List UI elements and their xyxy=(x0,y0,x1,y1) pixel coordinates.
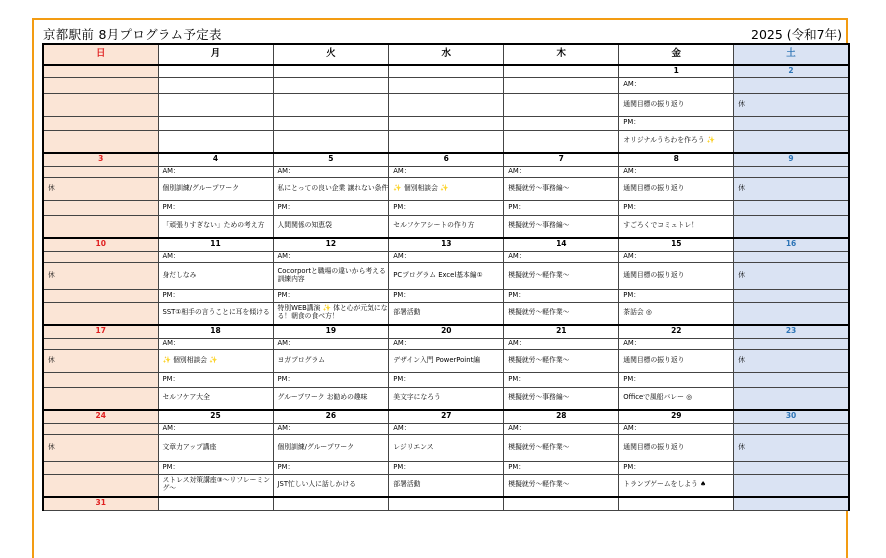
date-cell: 20 xyxy=(389,325,504,338)
week-date-row xyxy=(43,153,849,166)
am-event-cell xyxy=(389,93,504,116)
am-label xyxy=(504,77,619,93)
am-event-cell xyxy=(273,93,389,116)
am-label: AM： xyxy=(504,338,619,349)
am-label: AM： xyxy=(389,166,504,177)
am-event-cell: 休 xyxy=(43,177,158,200)
am-label: AM： xyxy=(619,423,734,434)
am-event-cell: Cocorportと職場の違いから考える訓練内容 xyxy=(273,262,389,289)
date-cell: 16 xyxy=(734,238,849,251)
pm-event-cell: SST①相手の言うことに耳を傾ける xyxy=(158,302,273,325)
am-event-cell: 個別訓練/グループワーク xyxy=(273,434,389,461)
pm-label: PM： xyxy=(619,289,734,302)
page-title: 京都駅前 8月プログラム予定表 xyxy=(43,27,222,42)
pm-event-cell xyxy=(43,474,158,497)
am-event-row xyxy=(43,177,849,200)
date-cell xyxy=(389,65,504,77)
am-label: AM： xyxy=(389,338,504,349)
pm-label xyxy=(734,461,849,474)
am-label: AM： xyxy=(158,338,273,349)
am-label: AM： xyxy=(619,338,734,349)
pm-event-cell: 模擬就労～事務編～ xyxy=(504,215,619,238)
pm-event-row xyxy=(43,302,849,325)
pm-label: PM： xyxy=(389,372,504,387)
pm-label: PM： xyxy=(158,461,273,474)
date-cell: 15 xyxy=(619,238,734,251)
am-label xyxy=(43,77,158,93)
am-event-cell: 文章力アップ講座 xyxy=(158,434,273,461)
date-cell xyxy=(273,65,389,77)
weekday-header-row xyxy=(43,44,849,65)
pm-event-cell xyxy=(43,130,158,153)
pm-event-cell: ストレス対策講座③～リフレーミング～ xyxy=(158,474,273,497)
pm-label-row xyxy=(43,200,849,215)
pm-event-cell: グループワーク お勧めの趣味 xyxy=(273,387,389,410)
pm-label xyxy=(158,116,273,130)
pm-event-cell: 模擬就労～事務編～ xyxy=(504,387,619,410)
pm-label xyxy=(734,116,849,130)
pm-label: PM： xyxy=(619,116,734,130)
pm-label-row xyxy=(43,372,849,387)
pm-label xyxy=(43,372,158,387)
date-cell: 6 xyxy=(389,153,504,166)
am-label xyxy=(734,166,849,177)
pm-event-cell: 「頑張りすぎない」ための考え方 xyxy=(158,215,273,238)
pm-event-cell xyxy=(273,130,389,153)
pm-label: PM： xyxy=(273,200,389,215)
weekday-header: 日 xyxy=(43,44,158,65)
weekday-header: 水 xyxy=(389,44,504,65)
am-label xyxy=(43,251,158,262)
am-event-cell: 模擬就労～軽作業～ xyxy=(504,434,619,461)
pm-event-cell: 模擬就労～軽作業～ xyxy=(504,302,619,325)
schedule-table xyxy=(42,43,850,511)
date-cell: 8 xyxy=(619,153,734,166)
pm-label xyxy=(43,461,158,474)
am-event-cell: PCプログラム Excel基本編① xyxy=(389,262,504,289)
pm-event-cell: セルフケアシートの作り方 xyxy=(389,215,504,238)
week-date-row xyxy=(43,238,849,251)
am-event-cell: ヨガプログラム xyxy=(273,349,389,372)
date-cell: 30 xyxy=(734,410,849,423)
am-event-cell: 通関目標の振り返り xyxy=(619,177,734,200)
pm-label xyxy=(734,372,849,387)
am-event-cell: 通関目標の振り返り xyxy=(619,262,734,289)
date-cell: 17 xyxy=(43,325,158,338)
pm-event-cell: Officeで風船バレー ◎ xyxy=(619,387,734,410)
pm-label-row xyxy=(43,116,849,130)
am-label: AM： xyxy=(273,251,389,262)
am-event-cell: デザイン入門 PowerPoint編 xyxy=(389,349,504,372)
date-cell: 14 xyxy=(504,238,619,251)
am-event-cell: 休 xyxy=(734,434,849,461)
pm-label: PM： xyxy=(504,289,619,302)
date-cell: 23 xyxy=(734,325,849,338)
pm-label: PM： xyxy=(158,372,273,387)
pm-label xyxy=(43,200,158,215)
am-label: AM： xyxy=(504,423,619,434)
pm-label: PM： xyxy=(389,200,504,215)
am-event-cell: 休 xyxy=(43,349,158,372)
am-label: AM： xyxy=(619,251,734,262)
pm-event-cell xyxy=(504,130,619,153)
am-label xyxy=(158,77,273,93)
am-label xyxy=(43,166,158,177)
pm-event-cell xyxy=(43,387,158,410)
date-cell xyxy=(158,497,273,510)
am-event-cell: レジリエンス xyxy=(389,434,504,461)
pm-label: PM： xyxy=(389,289,504,302)
am-event-cell: ✨ 個別相談会 ✨ xyxy=(158,349,273,372)
am-label-row xyxy=(43,77,849,93)
date-cell: 26 xyxy=(273,410,389,423)
pm-label: PM： xyxy=(504,461,619,474)
date-cell: 3 xyxy=(43,153,158,166)
am-label xyxy=(389,77,504,93)
pm-label-row xyxy=(43,289,849,302)
date-cell: 29 xyxy=(619,410,734,423)
am-label: AM： xyxy=(389,423,504,434)
date-cell xyxy=(273,497,389,510)
am-label-row xyxy=(43,166,849,177)
am-event-row xyxy=(43,93,849,116)
weekday-header: 月 xyxy=(158,44,273,65)
am-event-row xyxy=(43,262,849,289)
date-cell: 28 xyxy=(504,410,619,423)
week-date-row xyxy=(43,497,849,510)
pm-event-row xyxy=(43,215,849,238)
date-cell xyxy=(504,497,619,510)
pm-event-cell xyxy=(734,215,849,238)
am-label-row xyxy=(43,423,849,434)
weekday-header: 火 xyxy=(273,44,389,65)
date-cell: 10 xyxy=(43,238,158,251)
week-date-row xyxy=(43,325,849,338)
am-event-row xyxy=(43,349,849,372)
am-label: AM： xyxy=(273,338,389,349)
am-event-cell: 模擬就労～軽作業～ xyxy=(504,349,619,372)
date-cell: 13 xyxy=(389,238,504,251)
date-cell xyxy=(504,65,619,77)
am-event-cell: 模擬就労～事務編～ xyxy=(504,177,619,200)
date-cell: 4 xyxy=(158,153,273,166)
am-event-cell: 通関目標の振り返り xyxy=(619,434,734,461)
pm-label xyxy=(734,200,849,215)
am-label xyxy=(734,423,849,434)
date-cell xyxy=(158,65,273,77)
pm-label xyxy=(273,116,389,130)
am-label: AM： xyxy=(619,166,734,177)
am-event-cell xyxy=(158,93,273,116)
pm-event-cell xyxy=(43,215,158,238)
pm-event-cell: すごろくでコミュトレ！ xyxy=(619,215,734,238)
am-event-cell: 休 xyxy=(734,262,849,289)
date-cell xyxy=(43,65,158,77)
pm-label: PM： xyxy=(619,461,734,474)
am-label-row xyxy=(43,338,849,349)
date-cell: 12 xyxy=(273,238,389,251)
am-event-cell: 身だしなみ xyxy=(158,262,273,289)
am-label: AM： xyxy=(158,423,273,434)
date-cell: 25 xyxy=(158,410,273,423)
weekday-header: 金 xyxy=(619,44,734,65)
am-event-cell: ✨ 個別相談会 ✨ xyxy=(389,177,504,200)
date-cell: 22 xyxy=(619,325,734,338)
date-cell: 24 xyxy=(43,410,158,423)
am-event-cell: 個別訓練/グループワーク xyxy=(158,177,273,200)
am-label xyxy=(43,423,158,434)
pm-event-cell: 部署活動 xyxy=(389,302,504,325)
date-cell: 7 xyxy=(504,153,619,166)
pm-event-cell: 模擬就労～軽作業～ xyxy=(504,474,619,497)
pm-label: PM： xyxy=(619,200,734,215)
pm-label: PM： xyxy=(273,372,389,387)
am-label: AM： xyxy=(273,423,389,434)
am-event-cell: 私にとっての良い企業 譲れない条件 xyxy=(273,177,389,200)
am-label: AM： xyxy=(504,251,619,262)
pm-event-cell: JST忙しい人に話しかける xyxy=(273,474,389,497)
year-label: 2025 (令和7年) xyxy=(751,27,842,42)
date-cell: 5 xyxy=(273,153,389,166)
week-date-row xyxy=(43,65,849,77)
pm-event-cell xyxy=(158,130,273,153)
week-date-row xyxy=(43,410,849,423)
am-label: AM： xyxy=(504,166,619,177)
am-label-row xyxy=(43,251,849,262)
pm-label: PM： xyxy=(273,289,389,302)
pm-label xyxy=(389,116,504,130)
date-cell: 19 xyxy=(273,325,389,338)
pm-label xyxy=(734,289,849,302)
am-event-cell: 休 xyxy=(43,262,158,289)
pm-event-cell: 部署活動 xyxy=(389,474,504,497)
pm-event-cell: オリジナルうちわを作ろう ✨ xyxy=(619,130,734,153)
pm-event-row xyxy=(43,130,849,153)
am-event-cell xyxy=(43,93,158,116)
pm-event-cell: トランプゲームをしよう ♠ xyxy=(619,474,734,497)
am-label: AM： xyxy=(158,251,273,262)
weekday-header: 土 xyxy=(734,44,849,65)
date-cell: 27 xyxy=(389,410,504,423)
pm-event-cell xyxy=(734,387,849,410)
pm-label xyxy=(504,116,619,130)
am-event-cell xyxy=(504,93,619,116)
pm-event-cell: 人間関係の知恵袋 xyxy=(273,215,389,238)
date-cell: 9 xyxy=(734,153,849,166)
date-cell: 1 xyxy=(619,65,734,77)
pm-event-row xyxy=(43,387,849,410)
am-event-cell: 休 xyxy=(43,434,158,461)
pm-label: PM： xyxy=(619,372,734,387)
am-event-cell: 通関目標の振り返り xyxy=(619,349,734,372)
pm-label-row xyxy=(43,461,849,474)
pm-event-cell: 茶話会 ◎ xyxy=(619,302,734,325)
weekday-header: 木 xyxy=(504,44,619,65)
date-cell xyxy=(734,497,849,510)
am-event-cell: 休 xyxy=(734,177,849,200)
pm-label xyxy=(43,289,158,302)
pm-event-cell xyxy=(389,130,504,153)
am-label xyxy=(734,77,849,93)
pm-label: PM： xyxy=(504,200,619,215)
date-cell: 18 xyxy=(158,325,273,338)
am-label: AM： xyxy=(619,77,734,93)
pm-label xyxy=(43,116,158,130)
date-cell: 11 xyxy=(158,238,273,251)
date-cell: 31 xyxy=(43,497,158,510)
am-event-cell: 模擬就労～軽作業～ xyxy=(504,262,619,289)
pm-event-row xyxy=(43,474,849,497)
pm-label: PM： xyxy=(158,200,273,215)
pm-event-cell xyxy=(734,130,849,153)
am-label: AM： xyxy=(389,251,504,262)
pm-event-cell xyxy=(734,474,849,497)
am-event-cell: 通関目標の振り返り xyxy=(619,93,734,116)
date-cell: 2 xyxy=(734,65,849,77)
date-cell: 21 xyxy=(504,325,619,338)
am-event-cell: 休 xyxy=(734,93,849,116)
pm-event-cell: セルフケア大全 xyxy=(158,387,273,410)
pm-label: PM： xyxy=(389,461,504,474)
pm-event-cell xyxy=(734,302,849,325)
date-cell xyxy=(619,497,734,510)
am-label xyxy=(734,251,849,262)
pm-event-cell: 美文字になろう xyxy=(389,387,504,410)
am-label: AM： xyxy=(273,166,389,177)
pm-label: PM： xyxy=(158,289,273,302)
pm-event-cell xyxy=(43,302,158,325)
pm-label: PM： xyxy=(504,372,619,387)
am-label: AM： xyxy=(158,166,273,177)
am-label xyxy=(273,77,389,93)
date-cell xyxy=(389,497,504,510)
am-label xyxy=(734,338,849,349)
am-event-cell: 休 xyxy=(734,349,849,372)
am-event-row xyxy=(43,434,849,461)
am-label xyxy=(43,338,158,349)
pm-label: PM： xyxy=(273,461,389,474)
pm-event-cell: 特別WEB講演 ✨ 体と心が元気になる！朝食の食べ方！ xyxy=(273,302,389,325)
